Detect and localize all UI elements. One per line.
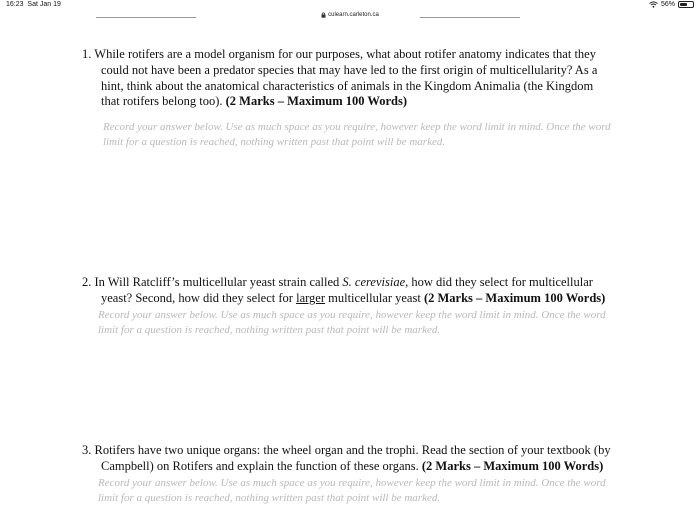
emphasized-word: larger [296, 290, 326, 305]
question-body-part: In Will Ratcliff’s multicellular yeast strain called [94, 275, 340, 289]
question-marks: (2 Marks – Maximum 100 Words) [421, 458, 604, 473]
url-text: culearn.carleton.ca [328, 12, 379, 18]
answer-hint: Record your answer below. Use as much space as you require, however keep the word limit in mind. Once the word limit for a question is reached, nothing written past that point will be marked. [103, 121, 611, 149]
question-body-part: multicellular yeast [328, 290, 421, 305]
question-1-text [82, 47, 612, 110]
status-date: Sat Jan 19 [27, 1, 61, 8]
lock-icon [321, 12, 326, 18]
question-marks: (2 Marks – Maximum 100 Words) [423, 290, 606, 305]
question-number: 2. [82, 275, 92, 289]
wifi-icon [649, 1, 658, 8]
question-3-text [82, 443, 612, 475]
answer-hint: Record your answer below. Use as much space as you require, however keep the word limit in mind. Once the word limit for a question is reached, nothing written past that point will be marked. [98, 308, 606, 336]
species-name: S. cerevisiae [342, 275, 406, 289]
question-number: 1. [82, 47, 92, 61]
cut-text-fragment [420, 14, 520, 18]
question-2-text [82, 275, 612, 307]
question-number: 3. [82, 443, 92, 457]
question-body-part: , how did they select for multicellular yeast? Second, how did they select for [101, 275, 593, 305]
status-time: 16:23 [6, 1, 24, 8]
question-1 [82, 47, 612, 150]
question-body: While rotifers are a model organism for our purposes, what about rotifer anatomy indicates that they could not have been a predator species that may have led to the first origin of multicellularity? As a hint, think about the anatomical characteristics of animals in the Kingdom Animalia (the Kingdom that rotifers belong too). [94, 47, 598, 109]
question-marks: (2 Marks – Maximum 100 Words) [225, 94, 407, 109]
battery-icon [678, 1, 694, 8]
question-3 [82, 443, 612, 506]
battery-percent: 56% [660, 1, 675, 8]
status-time-date [6, 1, 61, 8]
question-body: Rotifers have two unique organs: the wheel organ and the trophi. Read the section of your textbook (by Campbell) on Rotifers and explain the function of these organs. [94, 443, 611, 473]
cut-text-fragment [96, 14, 196, 18]
answer-hint: Record your answer below. Use as much space as you require, however keep the word limit in mind. Once the word limit for a question is reached, nothing written past that point will be marked. [98, 476, 606, 504]
status-indicators [649, 1, 694, 8]
battery-fill [680, 3, 687, 6]
question-2 [82, 275, 612, 338]
